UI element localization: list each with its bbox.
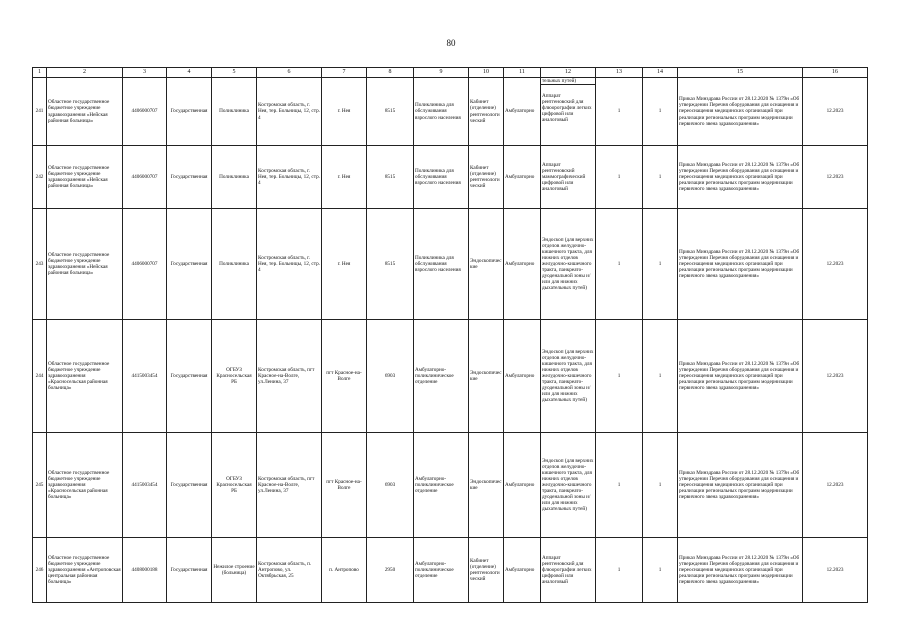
- department: Поликлиника для обслуживания взрослого населения: [414, 78, 469, 146]
- address: Костромская область, п. Антропово, ул. Октябрьская, 25: [257, 538, 322, 603]
- structural-unit: Поликлиника: [212, 146, 257, 209]
- oktmo-code: 2950: [367, 538, 414, 603]
- inn-code: 4415003454: [123, 320, 167, 433]
- oktmo-code: 6903: [367, 320, 414, 433]
- quantity-total: 1: [643, 78, 678, 146]
- locality: п. Антропово: [322, 538, 367, 603]
- care-type: Амбулаторно: [504, 538, 541, 603]
- equipment-name: Аппарат рентгеновский для флюорографии легких цифровой или аналоговый: [542, 93, 592, 124]
- legal-basis: Приказ Минздрава России от 28.12.2020 № 1379н «Об утверждении Перечня оборудования для оснащения и переоснащения медицинских организаций при реализации региональных программ модернизации первичного звена здравоохранения»: [678, 209, 803, 320]
- quantity-total: 1: [643, 538, 678, 603]
- structural-unit: Поликлиника: [212, 78, 257, 146]
- equipment: Эндоскоп (для верхних отделов желудочно-кишечного тракта, для нижних отделов желудочно-кишечного тракта, панкреато-дуоденальной зоны и/или для нижних дыхательных путей): [541, 433, 596, 538]
- table-row: [33, 320, 868, 433]
- ownership-type: Государственная: [167, 209, 212, 320]
- inn-code: 4406000707: [123, 146, 167, 209]
- col-header: 10: [469, 68, 504, 78]
- oktmo-code: 8515: [367, 209, 414, 320]
- table-row: [33, 209, 868, 320]
- table-row: [33, 78, 868, 146]
- oktmo-code: 8515: [367, 146, 414, 209]
- organization-name: Областное государственное бюджетное учреждение здравоохранения «Красносельская районная больница»: [47, 433, 123, 538]
- organization-name: Областное государственное бюджетное учреждение здравоохранения «Нейская районная больница»: [47, 209, 123, 320]
- department: Поликлиника для обслуживания взрослого населения: [414, 209, 469, 320]
- locality: пгт Красное-на-Волге: [322, 433, 367, 538]
- quantity-total: 1: [643, 320, 678, 433]
- address: Костромская область, пгт Красное-на-Волге, ул.Ленина, 37: [257, 320, 322, 433]
- address: Костромская область, пгт Красное-на-Волге, ул.Ленина, 37: [257, 433, 322, 538]
- care-type: Амбулаторно: [504, 433, 541, 538]
- row-number: 245: [33, 433, 47, 538]
- organization-name: Областное государственное бюджетное учреждение здравоохранения «Нейская районная больница»: [47, 78, 123, 146]
- room: Кабинет (отделение) рентгенологический: [469, 146, 504, 209]
- locality: пгт Красное-на-Волге: [322, 320, 367, 433]
- row-number: 246: [33, 538, 47, 603]
- deadline: 12.2023: [803, 146, 868, 209]
- deadline: 12.2023: [803, 538, 868, 603]
- deadline: 12.2023: [803, 433, 868, 538]
- address: Костромская область, г. Нея, тер. Больницы, 12, стр. 4: [257, 146, 322, 209]
- department: Амбулаторно-поликлиническое отделение: [414, 433, 469, 538]
- equipment-table: [32, 67, 868, 603]
- equipment: [541, 78, 596, 146]
- table-row: [33, 146, 868, 209]
- care-type: Амбулаторно: [504, 146, 541, 209]
- col-header: 5: [212, 68, 257, 78]
- equipment: Эндоскоп (для верхних отделов желудочно-кишечного тракта, для нижних отделов желудочно-кишечного тракта, панкреато-дуоденальной зоны и/или для нижних дыхательных путей): [541, 209, 596, 320]
- structural-unit: Нежилое строение (больница): [212, 538, 257, 603]
- carry-over-text: тельных путей): [541, 78, 595, 85]
- row-number: 243: [33, 209, 47, 320]
- col-header: 14: [643, 68, 678, 78]
- equipment: Эндоскоп (для верхних отделов желудочно-кишечного тракта, для нижних отделов желудочно-кишечного тракта, панкреато-дуоденальной зоны и/или для нижних дыхательных путей): [541, 320, 596, 433]
- organization-name: Областное государственное бюджетное учреждение здравоохранения «Антроповская центральная районная больница»: [47, 538, 123, 603]
- col-header: 13: [596, 68, 643, 78]
- department: Амбулаторно-поликлиническое отделение: [414, 320, 469, 433]
- locality: г. Нея: [322, 146, 367, 209]
- room: Эндоскопические: [469, 320, 504, 433]
- deadline: 12.2023: [803, 320, 868, 433]
- table-row: [33, 538, 868, 603]
- quantity-planned: 1: [596, 209, 643, 320]
- col-header: 15: [678, 68, 803, 78]
- room: Кабинет (отделение) рентгенологический: [469, 538, 504, 603]
- quantity-planned: 1: [596, 78, 643, 146]
- department: Амбулаторно-поликлиническое отделение: [414, 538, 469, 603]
- room: Эндоскопические: [469, 433, 504, 538]
- inn-code: 4406000707: [123, 209, 167, 320]
- column-numbers-row: [33, 68, 868, 78]
- address: Костромская область, г. Нея, тер. Больницы, 12, стр. 4: [257, 78, 322, 146]
- deadline: 12.2023: [803, 78, 868, 146]
- ownership-type: Государственная: [167, 320, 212, 433]
- ownership-type: Государственная: [167, 433, 212, 538]
- row-number: 244: [33, 320, 47, 433]
- legal-basis: Приказ Минздрава России от 28.12.2020 № 1379н «Об утверждении Перечня оборудования для оснащения и переоснащения медицинских организаций при реализации региональных программ модернизации первичного звена здравоохранения»: [678, 320, 803, 433]
- legal-basis: Приказ Минздрава России от 28.12.2020 № 1379н «Об утверждении Перечня оборудования для оснащения и переоснащения медицинских организаций при реализации региональных программ модернизации первичного звена здравоохранения»: [678, 146, 803, 209]
- table-row: [33, 433, 868, 538]
- inn-code: 4415003454: [123, 433, 167, 538]
- legal-basis: Приказ Минздрава России от 28.12.2020 № 1379н «Об утверждении Перечня оборудования для оснащения и переоснащения медицинских организаций при реализации региональных программ модернизации первичного звена здравоохранения»: [678, 433, 803, 538]
- col-header: 3: [123, 68, 167, 78]
- quantity-total: 1: [643, 209, 678, 320]
- oktmo-code: 6903: [367, 433, 414, 538]
- col-header: 11: [504, 68, 541, 78]
- legal-basis: Приказ Минздрава России от 28.12.2020 № 1379н «Об утверждении Перечня оборудования для оснащения и переоснащения медицинских организаций при реализации региональных программ модернизации первичного звена здравоохранения»: [678, 538, 803, 603]
- care-type: Амбулаторно: [504, 78, 541, 146]
- deadline: 12.2023: [803, 209, 868, 320]
- locality: г. Нея: [322, 209, 367, 320]
- quantity-total: 1: [643, 146, 678, 209]
- inn-code: 4406000707: [123, 78, 167, 146]
- row-number: 242: [33, 146, 47, 209]
- structural-unit: ОГБУЗ Красносельская РБ: [212, 320, 257, 433]
- locality: г. Нея: [322, 78, 367, 146]
- care-type: Амбулаторно: [504, 209, 541, 320]
- col-header: 12: [541, 68, 596, 78]
- room: Эндоскопические: [469, 209, 504, 320]
- col-header: 9: [414, 68, 469, 78]
- care-type: Амбулаторно: [504, 320, 541, 433]
- page-number: 80: [446, 38, 456, 48]
- legal-basis: Приказ Минздрава России от 28.12.2020 № 1379н «Об утверждении Перечня оборудования для оснащения и переоснащения медицинских организаций при реализации региональных программ модернизации первичного звена здравоохранения»: [678, 78, 803, 146]
- col-header: 6: [257, 68, 322, 78]
- organization-name: Областное государственное бюджетное учреждение здравоохранения «Нейская районная больница»: [47, 146, 123, 209]
- row-number: 241: [33, 78, 47, 146]
- ownership-type: Государственная: [167, 146, 212, 209]
- quantity-total: 1: [643, 433, 678, 538]
- structural-unit: Поликлиника: [212, 209, 257, 320]
- ownership-type: Государственная: [167, 538, 212, 603]
- quantity-planned: 1: [596, 433, 643, 538]
- quantity-planned: 1: [596, 146, 643, 209]
- quantity-planned: 1: [596, 538, 643, 603]
- col-header: 4: [167, 68, 212, 78]
- structural-unit: ОГБУЗ Красносельская РБ: [212, 433, 257, 538]
- organization-name: Областное государственное бюджетное учреждение здравоохранения «Красносельская районная больница»: [47, 320, 123, 433]
- col-header: 16: [803, 68, 868, 78]
- equipment: Аппарат рентгеновский маммографический цифровой или аналоговый: [541, 146, 596, 209]
- col-header: 8: [367, 68, 414, 78]
- col-header: 2: [47, 68, 123, 78]
- col-header: 1: [33, 68, 47, 78]
- address: Костромская область, г. Нея, тер. Больницы, 12, стр. 4: [257, 209, 322, 320]
- col-header: 7: [322, 68, 367, 78]
- oktmo-code: 8515: [367, 78, 414, 146]
- quantity-planned: 1: [596, 320, 643, 433]
- ownership-type: Государственная: [167, 78, 212, 146]
- department: Поликлиника для обслуживания взрослого населения: [414, 146, 469, 209]
- equipment: Аппарат рентгеновский для флюорографии легких цифровой или аналоговый: [541, 538, 596, 603]
- room: Кабинет (отделение) рентгенологический: [469, 78, 504, 146]
- inn-code: 4408000188: [123, 538, 167, 603]
